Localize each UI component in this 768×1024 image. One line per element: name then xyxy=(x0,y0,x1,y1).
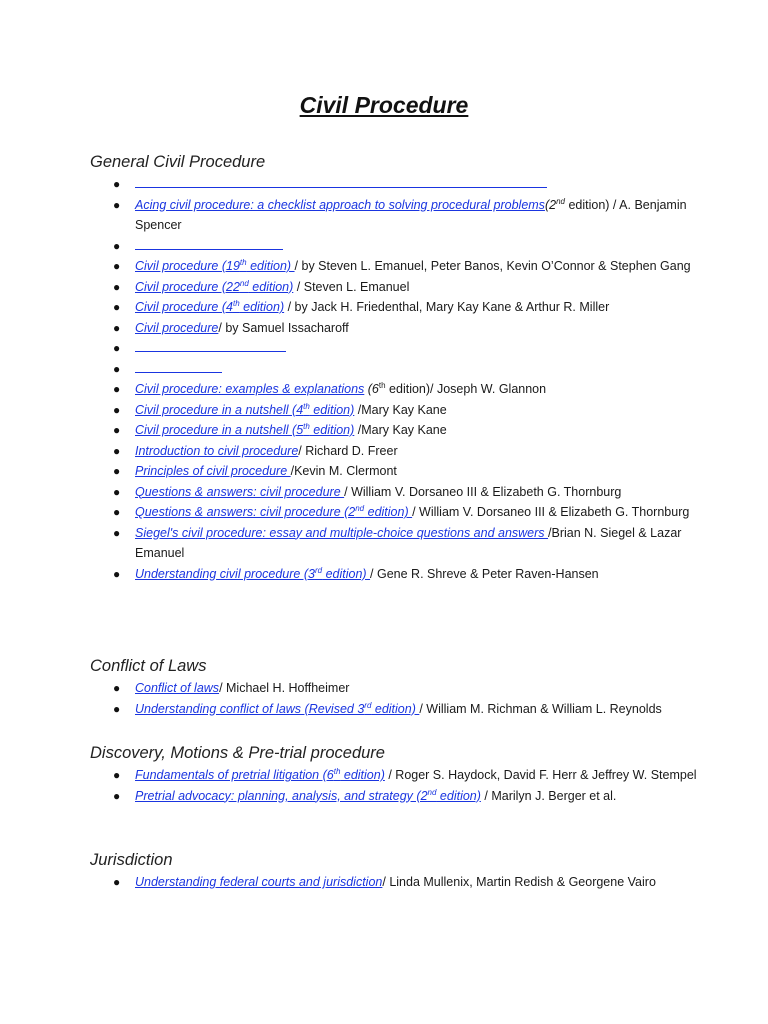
bullet-icon: ● xyxy=(113,464,121,478)
section-heading: Jurisdiction xyxy=(90,851,173,869)
section-heading: General Civil Procedure xyxy=(90,153,266,171)
list-item-blank xyxy=(90,174,710,195)
book-author: edition)/ Joseph W. Glannon xyxy=(385,382,547,396)
bullet-icon: ● xyxy=(113,768,121,782)
book-author: / Roger S. Haydock, David F. Herr & Jeffrey W. Stempel xyxy=(384,768,697,782)
empty-link[interactable] xyxy=(135,236,283,250)
list-item xyxy=(90,420,710,441)
book-link[interactable]: Pretrial advocacy: planning, analysis, and strategy (2nd edition) xyxy=(135,787,481,803)
section-general-civil-procedure xyxy=(90,150,710,584)
list-item xyxy=(90,699,710,720)
bullet-icon: ● xyxy=(113,259,121,273)
list-item xyxy=(90,482,710,503)
book-link[interactable]: Civil procedure in a nutshell (5th edition) xyxy=(135,421,355,437)
list-item xyxy=(90,678,710,699)
list-item xyxy=(90,277,710,298)
book-author: /Mary Kay Kane xyxy=(354,423,447,437)
book-link[interactable]: Siegel's civil procedure: essay and multiple-choice questions and answers xyxy=(135,525,549,540)
section-heading: Discovery, Motions & Pre-trial procedure xyxy=(90,744,385,762)
bullet-icon: ● xyxy=(113,382,121,396)
book-author: / Marilyn J. Berger et al. xyxy=(480,788,617,803)
book-link[interactable]: Civil procedure: examples & explanations xyxy=(135,382,365,396)
page-title: Civil Procedure xyxy=(299,92,469,118)
book-author: / Michael H. Hoffheimer xyxy=(219,681,350,695)
book-author: /Mary Kay Kane xyxy=(354,402,447,417)
book-list xyxy=(90,765,710,806)
book-author: edition) / A. Benjamin Spencer xyxy=(135,197,687,232)
bullet-icon: ● xyxy=(113,300,121,314)
book-link[interactable]: Fundamentals of pretrial litigation (6th edition) xyxy=(135,766,385,782)
book-list xyxy=(90,174,710,584)
bullet-icon: ● xyxy=(113,484,121,499)
bullet-icon: ● xyxy=(113,423,121,437)
bullet-icon: ● xyxy=(113,788,121,803)
list-item xyxy=(90,441,710,462)
list-item: ● Acing civil procedure: a checklist approach to solving procedural problems(2nd edition) / A. Benjamin Spencer xyxy=(113,196,687,232)
bullet-icon: ● xyxy=(113,566,121,581)
book-link[interactable]: Questions & answers: civil procedure xyxy=(135,484,345,499)
book-author: / by Jack H. Friedenthal, Mary Kay Kane & Arthur R. Miller xyxy=(284,300,610,314)
section-conflict-of-laws xyxy=(90,654,710,719)
empty-link[interactable] xyxy=(135,174,547,188)
bullet-icon: ● xyxy=(113,701,121,716)
bullet-icon: ● xyxy=(113,320,121,335)
book-link[interactable]: Understanding conflict of laws (Revised 3rd edition) xyxy=(135,700,420,716)
book-link[interactable]: Understanding federal courts and jurisdiction xyxy=(135,875,383,889)
list-item xyxy=(90,400,710,421)
book-author: / William M. Richman & William L. Reynolds xyxy=(419,701,662,716)
book-author: /Brian N. Siegel & Lazar Emanuel xyxy=(135,525,682,560)
book-link[interactable]: Questions & answers: civil procedure (2nd edition) xyxy=(135,503,413,519)
book-link[interactable]: Civil procedure in a nutshell (4th edition) xyxy=(135,401,355,417)
book-author: / by Samuel Issacharoff xyxy=(218,320,349,335)
list-item xyxy=(90,786,710,807)
bullet-icon: ● xyxy=(113,505,121,519)
list-item-blank xyxy=(90,359,710,380)
book-author: /Kevin M. Clermont xyxy=(290,464,397,478)
list-item xyxy=(90,297,710,318)
list-item-blank xyxy=(90,338,710,359)
book-link[interactable]: Civil procedure (22nd edition) xyxy=(135,278,294,294)
bullet-icon: ● xyxy=(113,402,121,417)
book-author: / William V. Dorsaneo III & Elizabeth G. Thornburg xyxy=(344,484,622,499)
bullet-icon: ● xyxy=(113,875,121,889)
book-link[interactable]: Civil procedure xyxy=(135,320,219,335)
book-link[interactable]: Civil procedure (4th edition) xyxy=(135,298,285,314)
empty-link[interactable] xyxy=(135,338,286,352)
list-item xyxy=(90,461,710,482)
bullet-icon: ● xyxy=(113,341,121,355)
book-link[interactable]: Understanding civil procedure (3rd edition) xyxy=(135,565,371,581)
bullet-icon: ● xyxy=(113,197,121,212)
list-item xyxy=(90,765,710,786)
bullet-icon: ● xyxy=(113,238,121,253)
list-item xyxy=(90,318,710,339)
book-author: / William V. Dorsaneo III & Elizabeth G. Thornburg xyxy=(412,505,690,519)
book-list xyxy=(90,872,710,893)
list-item-blank xyxy=(90,236,710,257)
empty-link[interactable] xyxy=(135,359,222,373)
book-link[interactable]: Conflict of laws xyxy=(135,681,220,695)
book-list xyxy=(90,678,710,719)
section-jurisdiction xyxy=(90,848,710,893)
book-link[interactable]: Civil procedure (19th edition) xyxy=(135,257,295,273)
list-item xyxy=(90,256,710,277)
book-author: / by Steven L. Emanuel, Peter Banos, Kevin O’Connor & Stephen Gang xyxy=(294,259,691,273)
bullet-icon: ● xyxy=(113,681,121,695)
list-item xyxy=(90,502,710,523)
book-link[interactable]: Acing civil procedure: a checklist approach to solving procedural problems xyxy=(135,197,545,212)
section-discovery xyxy=(90,741,710,806)
bullet-icon: ● xyxy=(113,525,121,540)
book-author: / Gene R. Shreve & Peter Raven-Hansen xyxy=(370,566,599,581)
book-author: / Steven L. Emanuel xyxy=(293,279,410,294)
bullet-icon: ● xyxy=(113,361,121,376)
book-author: / Linda Mullenix, Martin Redish & Georgene Vairo xyxy=(382,875,656,889)
book-link[interactable]: Introduction to civil procedure xyxy=(135,443,299,458)
bullet-icon: ● xyxy=(113,177,121,191)
book-link[interactable]: Principles of civil procedure xyxy=(135,464,291,478)
book-author: / Richard D. Freer xyxy=(298,443,398,458)
list-item xyxy=(90,523,710,564)
bullet-icon: ● xyxy=(113,443,121,458)
list-item xyxy=(90,564,710,585)
bullet-icon: ● xyxy=(113,279,121,294)
list-item: ● Civil procedure: examples & explanations (6th edition)/ Joseph W. Glannon xyxy=(90,379,710,400)
section-heading: Conflict of Laws xyxy=(90,657,207,675)
list-item xyxy=(90,872,710,893)
